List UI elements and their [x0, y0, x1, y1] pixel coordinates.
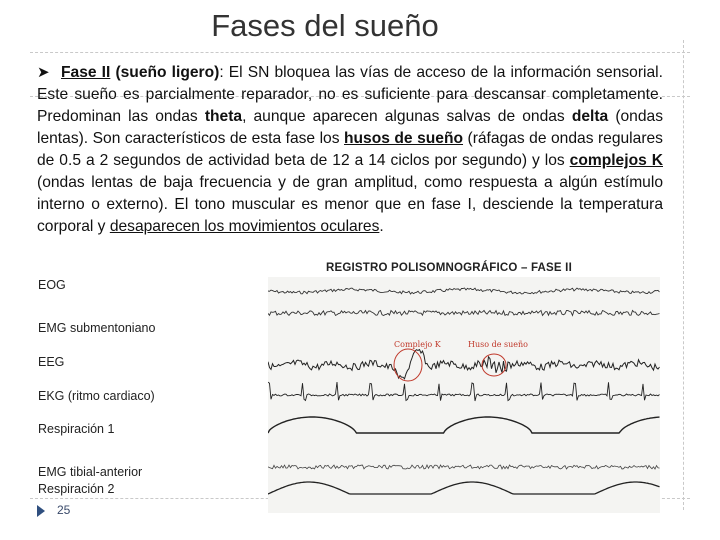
polysomnography-figure [268, 277, 660, 513]
phase-label: Fase II [61, 64, 111, 81]
k-complex-annotation: Complejo K [394, 340, 441, 349]
footer-arrow-icon [37, 505, 45, 517]
paragraph-part-5: (ondas lentas de baja frecuencia y de gran amplitud, como respuesta a algún estímulo interno o externo). El tono muscular es menor que en fase I, desciende la temperatura corporal y [37, 174, 663, 235]
slide-footer [37, 503, 70, 517]
desaparecen-term: desaparecen los movimientos oculares [109, 218, 380, 235]
channel-label-eeg: EEG [38, 355, 65, 369]
trace-emg-submentoniano [268, 311, 660, 316]
trace-respiracion-2 [268, 482, 660, 494]
top-divider [30, 52, 690, 53]
paragraph-part-2: , aunque aparecen algunas salvas de ondas [242, 108, 572, 125]
k-complex-marker [394, 349, 422, 381]
channel-label-emg-submentoniano: EMG submentoniano [38, 321, 156, 335]
channel-label-respiracion-1: Respiración 1 [38, 422, 115, 436]
trace-eog [268, 288, 660, 294]
paragraph-part-4: (ráfagas de ondas regulares de 0.5 a 2 segundos de actividad beta de 12 a 14 ciclos por segundo) y los [37, 130, 663, 169]
page-number: 25 [57, 503, 71, 517]
complejos-term: complejos K [569, 152, 663, 169]
delta-term: delta [571, 108, 609, 125]
paragraph-part-6: . [379, 218, 384, 235]
slide-title: Fases del sueño [211, 8, 439, 43]
channel-label-respiracion-2: Respiración 2 [38, 482, 115, 496]
phase-subtitle: (sueño ligero) [115, 64, 220, 81]
channel-label-emg-tibial: EMG tibial-anterior [38, 465, 143, 479]
polysomnography-traces [268, 277, 660, 513]
husos-term: husos de sueño [344, 130, 464, 147]
paragraph-part-1: : El SN bloquea las vías de acceso de la información sensorial. Este sueño es parcialmente reparador, no es suficiente para descansar completamente. Predominan las ondas [37, 64, 663, 125]
trace-respiracion-1 [268, 417, 660, 433]
theta-term: theta [204, 108, 243, 125]
phase-description [37, 62, 663, 238]
channel-label-ekg: EKG (ritmo cardiaco) [38, 389, 155, 403]
trace-ekg [268, 382, 660, 401]
bullet-arrow-icon: ➤ [37, 64, 50, 81]
channel-label-eog: EOG [38, 278, 66, 292]
trace-emg-tibial [268, 465, 660, 469]
right-guide-line [683, 40, 684, 510]
trace-eeg [268, 350, 660, 379]
figure-caption: REGISTRO POLISOMNOGRÁFICO – FASE II [326, 262, 572, 274]
paragraph-part-3: (ondas lentas). Son característicos de esta fase los [37, 108, 663, 147]
sleep-spindle-annotation: Huso de sueño [468, 340, 528, 349]
